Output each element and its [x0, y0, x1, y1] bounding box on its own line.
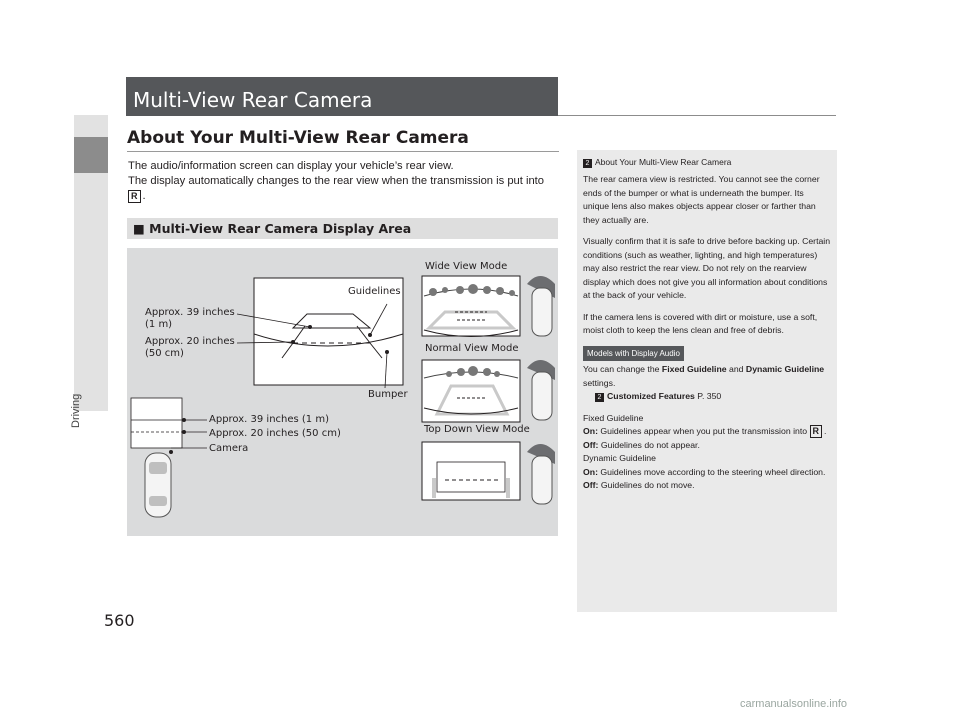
guidelines-label: Guidelines: [348, 286, 401, 297]
intro-end: .: [142, 190, 146, 202]
car-rear-icon: [527, 360, 555, 420]
note-paragraph-2: Visually confirm that it is safe to drive before backing up. Certain conditions (such as weather, lighting, and high temperatures) may also restrict the rear view. Do not rely on the rearview display which does not give you all information about conditions at the back of your vehicle.: [583, 236, 831, 300]
one-m-label: (1 m): [145, 319, 173, 330]
diagram-illustration: [127, 248, 558, 536]
gear-r-icon: R: [810, 425, 823, 438]
top-down-view-label: Top Down View Mode: [424, 424, 530, 435]
guideline-settings-text: You can change the Fixed Guideline and Dynamic Guideline settings.: [583, 364, 825, 388]
dynamic-guideline-off: Off: Guidelines do not move.: [583, 480, 695, 490]
note-heading: [583, 157, 731, 168]
top-20-label: Approx. 20 inches (50 cm): [209, 428, 341, 439]
dynamic-guideline-on: On: Guidelines move according to the steering wheel direction.: [583, 466, 826, 477]
fixed-guideline-on: On: Guidelines appear when you put the transmission into R .: [583, 426, 827, 436]
note-paragraph-1: The rear camera view is restricted. You cannot see the corner ends of the bumper or what is underneath the bumper. Its unique lens also makes objects appear closer or farther than they actually are.: [583, 174, 820, 225]
note-paragraph-3: If the camera lens is covered with dirt or moisture, use a soft, moist cloth to keep the lens clean and free of debris.: [583, 311, 818, 335]
side-label: Driving: [70, 393, 82, 428]
subsection-title: [133, 221, 411, 236]
square-bullet-icon: ■: [133, 221, 145, 236]
chapter-title: Multi-View Rear Camera: [133, 88, 373, 112]
intro-line-1: The audio/information screen can display your vehicle’s rear view.: [128, 160, 454, 172]
reference-arrow-icon: 2: [583, 159, 592, 168]
watermark: carmanualsonline.info: [740, 698, 848, 710]
note-heading-text: About Your Multi-View Rear Camera: [595, 157, 732, 167]
car-rear-icon: [527, 444, 555, 504]
side-tab-marker: [74, 137, 108, 173]
top-down-view-screen: [422, 442, 520, 500]
dynamic-guideline-heading: Dynamic Guideline: [583, 453, 656, 463]
fixed-guideline-off: Off: Guidelines do not appear.: [583, 439, 700, 450]
approx-39-label: Approx. 39 inches: [145, 307, 235, 318]
reference-arrow-icon: 2: [595, 393, 604, 402]
wide-view-label: Wide View Mode: [425, 261, 508, 272]
section-title: About Your Multi-View Rear Camera: [127, 128, 469, 148]
normal-view-label: Normal View Mode: [425, 343, 519, 354]
car-rear-icon: [527, 276, 555, 336]
models-badge: Models with Display Audio: [583, 346, 684, 362]
intro-line-2: The display automatically changes to the rear view when the transmission is put into: [128, 175, 545, 187]
subsection-title-text: Multi-View Rear Camera Display Area: [149, 221, 412, 236]
note-body: [583, 173, 831, 493]
fifty-cm-label: (50 cm): [145, 348, 184, 359]
bumper-label: Bumper: [368, 389, 408, 400]
normal-view-screen: [422, 360, 520, 422]
wide-view-screen: [422, 276, 520, 337]
gear-r-icon: R: [128, 190, 141, 203]
camera-display-diagram: [127, 248, 558, 536]
car-topview-icon: [145, 450, 173, 517]
top-39-label: Approx. 39 inches (1 m): [209, 414, 329, 425]
chapter-rule: [558, 115, 836, 116]
customized-features-link[interactable]: 2 Customized Features P. 350: [583, 390, 831, 404]
section-rule: [127, 151, 559, 152]
camera-label: Camera: [209, 443, 249, 454]
approx-20-label: Approx. 20 inches: [145, 336, 235, 347]
fixed-guideline-heading: Fixed Guideline: [583, 412, 644, 423]
page-number: 560: [104, 611, 135, 630]
intro-text: [128, 159, 560, 204]
side-tab: [74, 115, 108, 411]
